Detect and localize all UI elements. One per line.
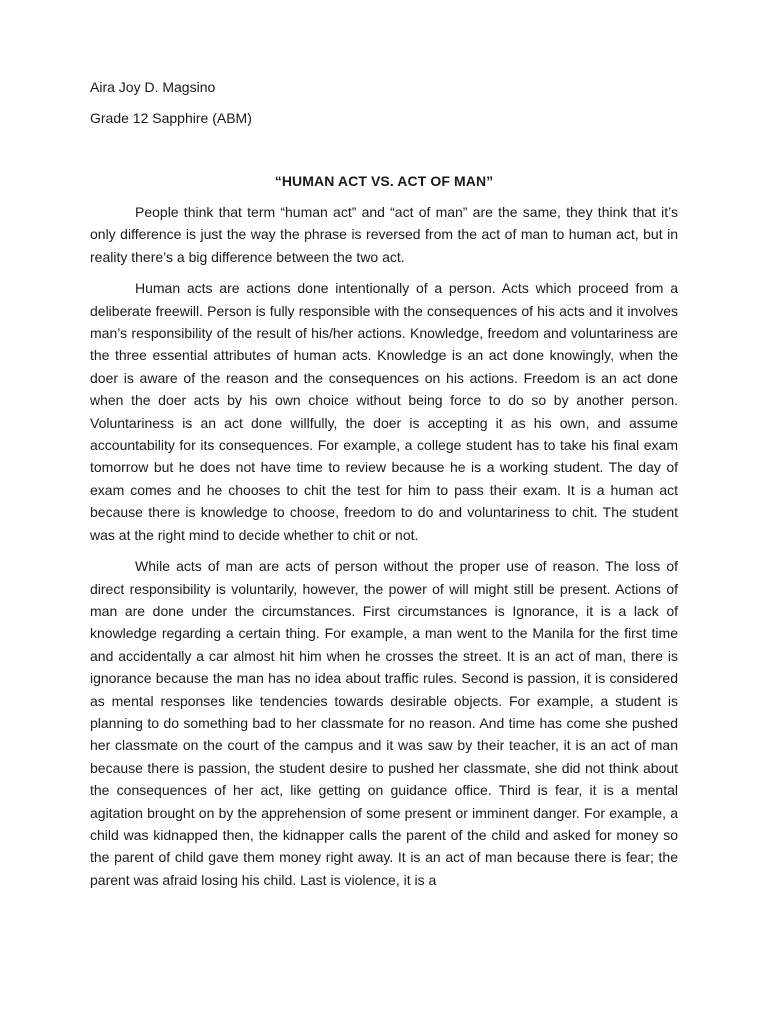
author-name: Aira Joy D. Magsino [90, 79, 216, 95]
essay-title: “HUMAN ACT VS. ACT OF MAN” [274, 173, 494, 189]
paragraph-human-acts: Human acts are actions done intentionally of a person. Acts which proceed from a deliberate freewill. Person is fully responsible with the consequences of his acts and it involves man’s responsibility of the result of his/her actions. Knowledge, freedom and voluntariness are the three essential attributes of human acts. Knowledge is an act done knowingly, when the doer is aware of the reason and the consequences on his actions. Freedom is an act done when the doer acts by his own choice without being force to do so by another person. Voluntariness is an act done willfully, the doer is accepting it as his own, and assume accountability for its consequences. For example, a college student has to take his final exam tomorrow but he does not have time to review because he is a working student. The day of exam comes and he chooses to chit the test for him to pass their exam. It is a human act because there is knowledge to choose, freedom to do and voluntariness to chit. The student was at the right mind to decide whether to chit or not. [90, 280, 678, 543]
paragraph-acts-of-man: While acts of man are acts of person without the proper use of reason. The loss of direct responsibility is voluntarily, however, the power of will might still be present. Actions of man are done under the circumstances. First circumstances is Ignorance, it is a lack of knowledge regarding a certain thing. For example, a man went to the Manila for the first time and accidentally a car almost hit him when he crosses the street. It is an act of man, there is ignorance because the man has no idea about traffic rules. Second is passion, it is considered as mental responses like tendencies towards desirable objects. For example, a student is planning to do something bad to her classmate for no reason. And time has come she pushed her classmate on the court of the campus and it was saw by their teacher, it is an act of man because there is passion, the student desire to pushed her classmate, she did not think about the consequences of her act, like getting on guidance office. Third is fear, it is a mental agitation brought on by the apprehension of some present or imminent danger. For example, a child was kidnapped then, the kidnapper calls the parent of the child and asked for money so the parent of child gave them money right away. It is an act of man because there is fear; the parent was afraid losing his child. Last is violence, it is a [90, 558, 678, 888]
grade-section: Grade 12 Sapphire (ABM) [90, 110, 252, 126]
paragraph-intro: People think that term “human act” and “act of man” are the same, they think that it’s only difference is just the way the phrase is reversed from the act of man to human act, but in reality there’s a big difference between the two act. [90, 204, 678, 265]
essay-body [90, 201, 678, 900]
